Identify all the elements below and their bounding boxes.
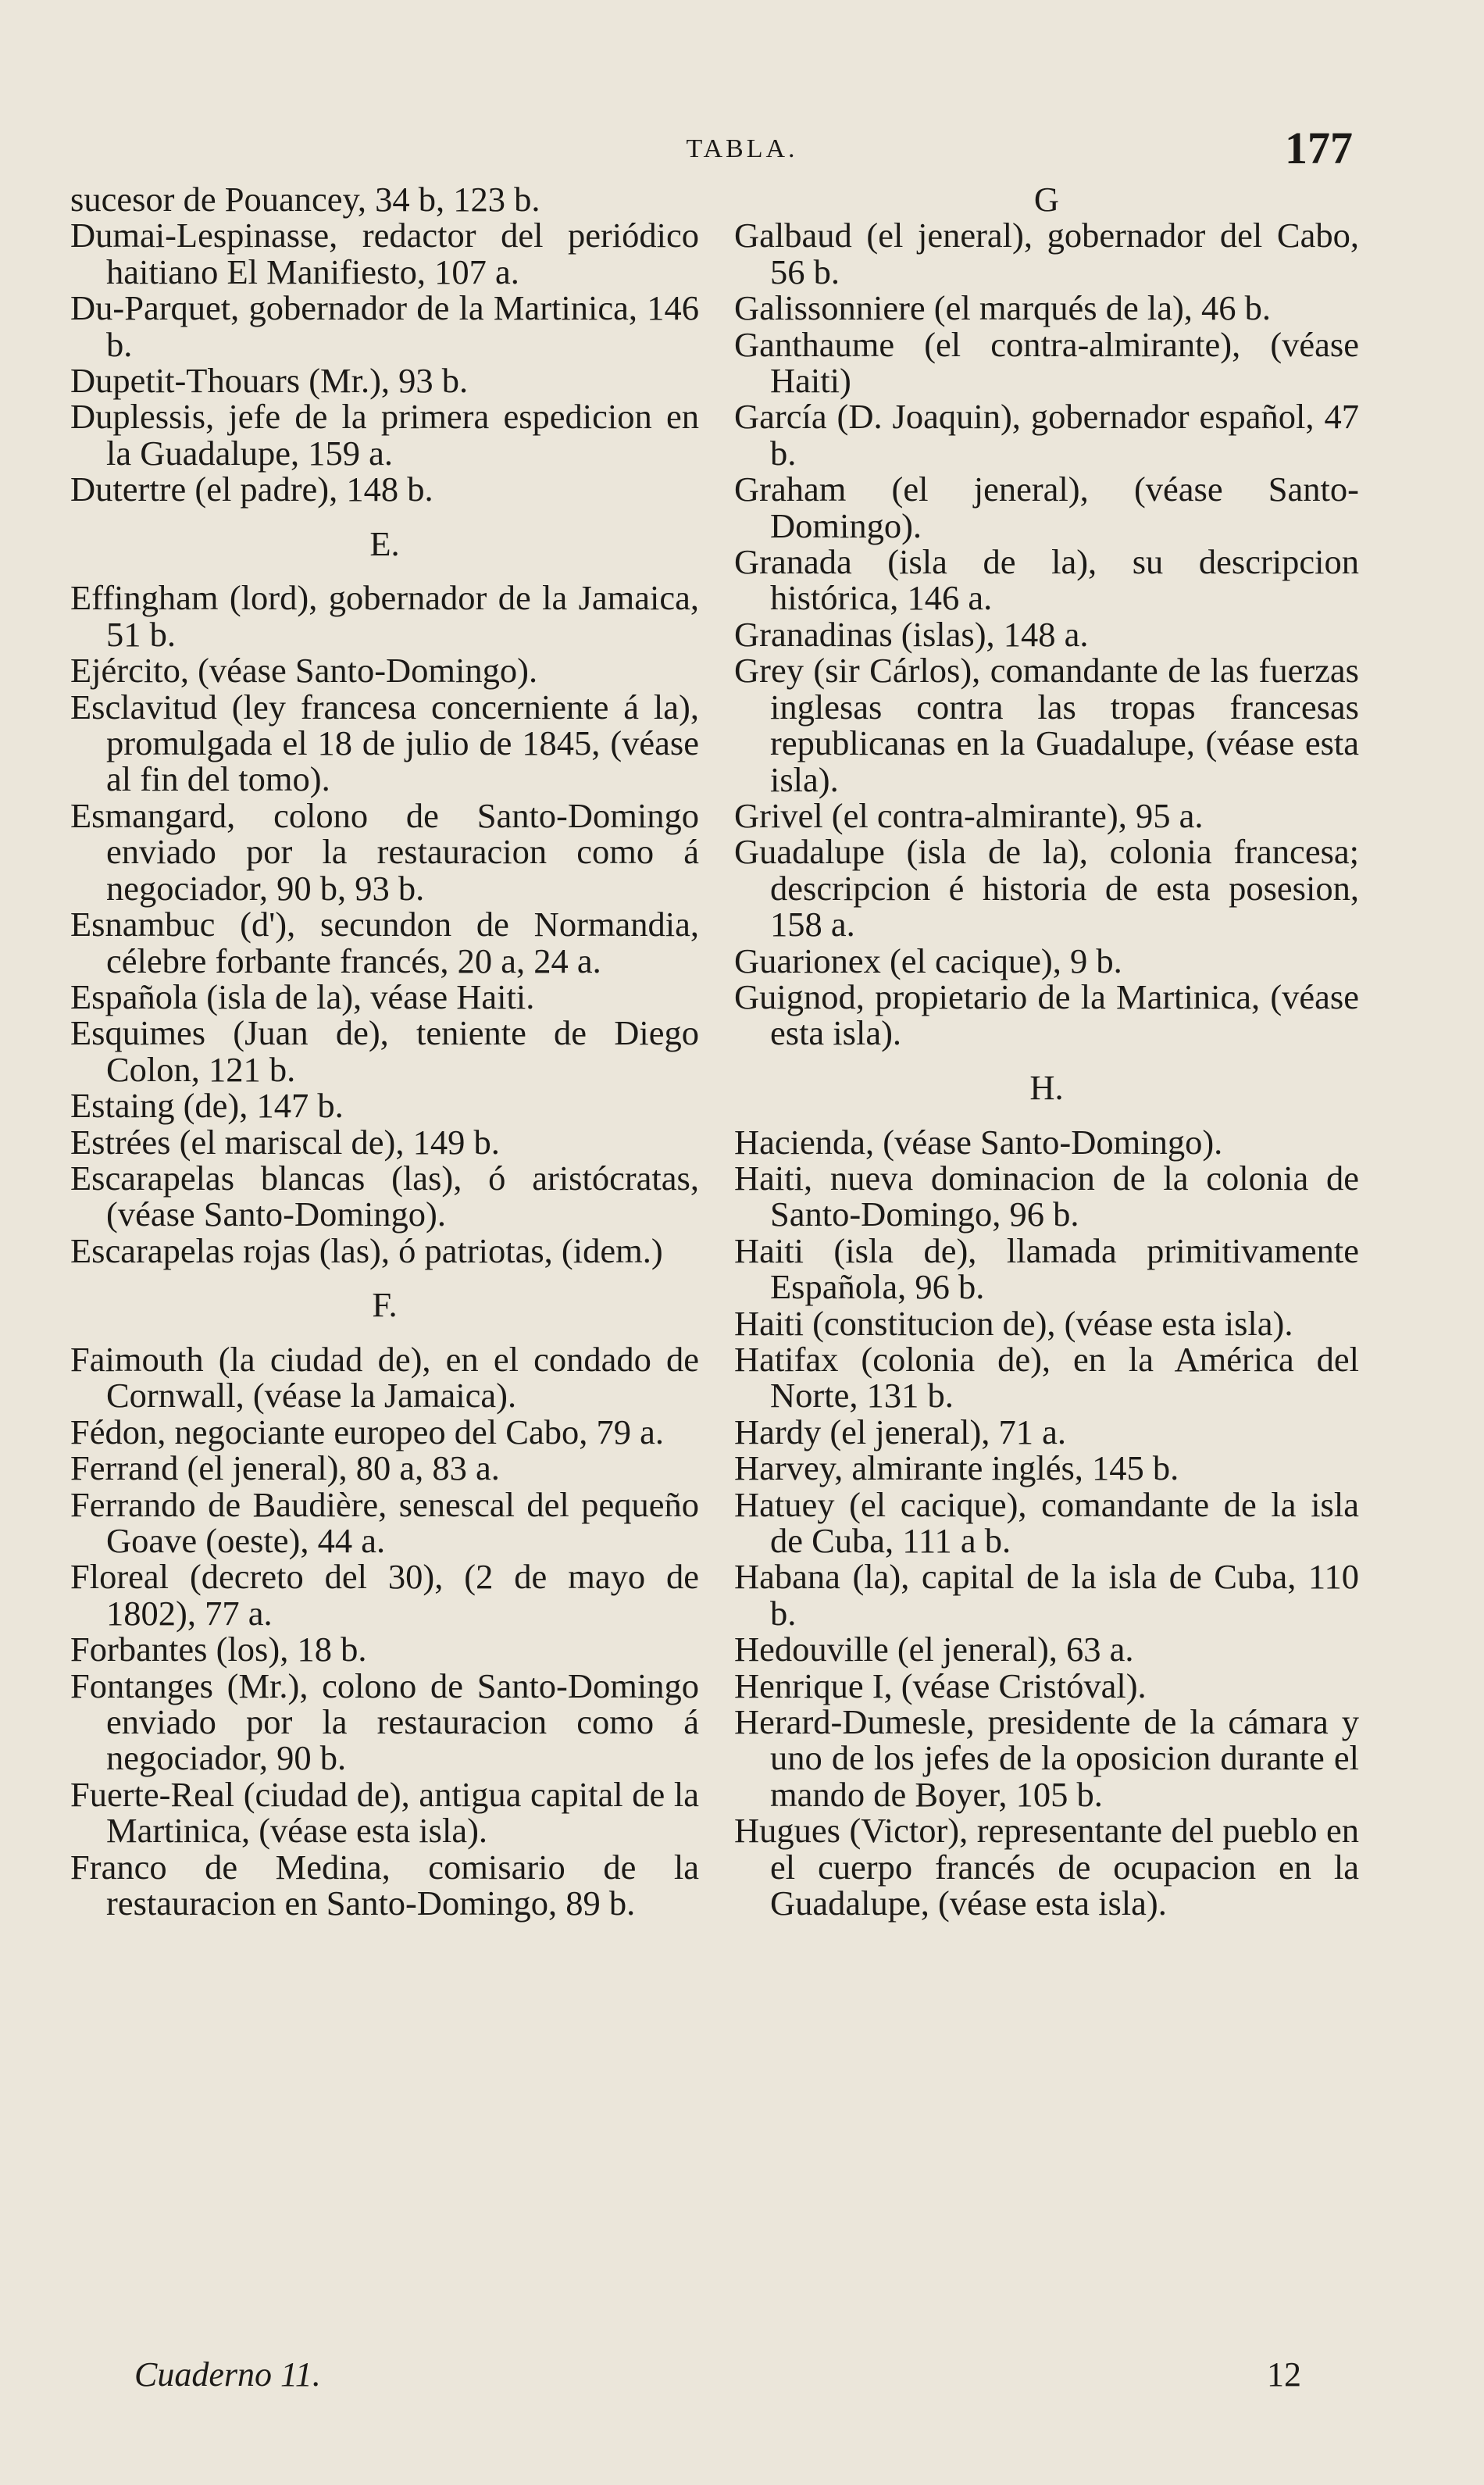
section-letter: F. [372,1285,398,1325]
index-entry: Harvey, almirante inglés, 145 b. [734,1448,1179,1488]
index-entry: Granada (isla de la), su descripcion histórica, 146 a. [734,542,1359,618]
index-entry: Forbantes (los), 18 b. [70,1630,367,1669]
sheet-number: 12 [1267,2355,1301,2394]
index-entry: Habana (la), capital de la isla de Cuba, 110 b. [734,1557,1359,1633]
left-column [70,181,699,1921]
index-entry: Haiti, nueva dominacion de la colonia de Santo-Domingo, 96 b. [734,1158,1359,1234]
section-letter: G [1033,180,1060,219]
index-entry: Du-Parquet, gobernador de la Martinica, 146 b. [70,288,699,364]
index-entry: Escarapelas blancas (las), ó aristócratas, (véase Santo-Domingo). [70,1158,699,1234]
index-entry: Haiti (constitucion de), (véase esta isla). [734,1303,1293,1343]
index-entry: Galbaud (el jeneral), gobernador del Cabo, 56 b. [734,216,1359,291]
index-entry: Ejército, (véase Santo-Domingo). [70,651,538,691]
index-entry: Hugues (Victor), representante del pueblo en el cuerpo francés de ocupacion en la Guadalupe, (véase esta isla). [734,1811,1359,1923]
page-number: 177 [1285,123,1353,173]
index-entry: Esnambuc (d'), secundon de Normandia, célebre forbante francés, 20 a, 24 a. [70,905,699,980]
index-entry: Ferrando de Baudière, senescal del pequeño Goave (oeste), 44 a. [70,1484,699,1560]
index-entry: Grivel (el contra-almirante), 95 a. [734,795,1204,835]
index-entry: García (D. Joaquin), gobernador español, 47 b. [734,397,1359,473]
right-column [734,181,1359,1921]
index-entry: Franco de Medina, comisario de la restauracion en Santo-Domingo, 89 b. [70,1847,699,1923]
index-entry: Hatifax (colonia de), en la América del Norte, 131 b. [734,1339,1359,1416]
index-entry: Hedouville (el jeneral), 63 a. [734,1630,1134,1669]
index-entry: Fuerte-Real (ciudad de), antigua capital de la Martinica, (véase esta isla). [70,1774,699,1851]
index-entry: Estrées (el mariscal de), 149 b. [70,1122,500,1162]
index-entry: Esmangard, colono de Santo-Domingo enviado por la restauracion como á negociador, 90 b, 93 b. [70,795,699,908]
index-entry: Granadinas (islas), 148 a. [734,614,1089,654]
index-entry: Esquimes (Juan de), teniente de Diego Colon, 121 b. [70,1013,699,1089]
index-entry: Hacienda, (véase Santo-Domingo). [734,1122,1223,1162]
section-letter: H. [1029,1067,1064,1107]
index-entry: Guarionex (el cacique), 9 b. [734,941,1122,980]
running-header: TABLA. [686,134,798,163]
signature-mark: Cuaderno 11. [134,2355,321,2394]
index-entry: Graham (el jeneral), (véase Santo-Domingo). [734,470,1359,545]
index-entry: Herard-Dumesle, presidente de la cámara y uno de los jefes de la oposicion durante el mando de Boyer, 105 b. [734,1702,1359,1814]
index-entry: Haiti (isla de), llamada primitivamente Española, 96 b. [734,1230,1359,1307]
index-entry: Galissonniere (el marqués de la), 46 b. [734,288,1272,328]
index-entry: Grey (sir Cárlos), comandante de las fuerzas inglesas contra las tropas francesas republicanas en la Guadalupe, (véase esta isla). [734,651,1359,799]
index-entry: Fontanges (Mr.), colono de Santo-Domingo enviado por la restauracion como á negociador, 90 b. [70,1666,699,1778]
index-entry: Faimouth (la ciudad de), en el condado de Cornwall, (véase la Jamaica). [70,1339,699,1416]
index-entry: sucesor de Pouancey, 34 b, 123 b. [70,180,540,219]
index-entry: Guignod, propietario de la Martinica, (véase esta isla). [734,977,1359,1053]
index-entry: Guadalupe (isla de la), colonia francesa; descripcion é historia de esta posesion, 158 a. [734,832,1359,944]
index-entry: Ferrand (el jeneral), 80 a, 83 a. [70,1448,500,1488]
index-entry: Fédon, negociante europeo del Cabo, 79 a. [70,1412,664,1451]
index-entry: Effingham (lord), gobernador de la Jamaica, 51 b. [70,578,699,654]
index-entry: Dumai-Lespinasse, redactor del periódico haitiano El Manifiesto, 107 a. [70,216,699,291]
index-entry: Estaing (de), 147 b. [70,1086,344,1126]
index-entry: Henrique I, (véase Cristóval). [734,1666,1147,1705]
index-entry: Esclavitud (ley francesa concerniente á la), promulgada el 18 de julio de 1845, (véase al fin del tomo). [70,687,699,799]
index-entry: Dutertre (el padre), 148 b. [70,470,433,509]
index-entry: Duplessis, jefe de la primera espedicion en la Guadalupe, 159 a. [70,397,699,473]
index-entry: Escarapelas rojas (las), ó patriotas, (idem.) [70,1230,663,1270]
index-entry: Hatuey (el cacique), comandante de la isla de Cuba, 111 a b. [734,1484,1359,1561]
index-entry: Floreal (decreto del 30), (2 de mayo de 1802), 77 a. [70,1557,699,1633]
index-entry: Dupetit-Thouars (Mr.), 93 b. [70,361,469,401]
index-entry: Ganthaume (el contra-almirante), (véase Haiti) [734,324,1359,401]
section-letter: E. [369,523,400,563]
index-entry: Hardy (el jeneral), 71 a. [734,1412,1067,1451]
index-entry: Española (isla de la), véase Haiti. [70,977,535,1016]
